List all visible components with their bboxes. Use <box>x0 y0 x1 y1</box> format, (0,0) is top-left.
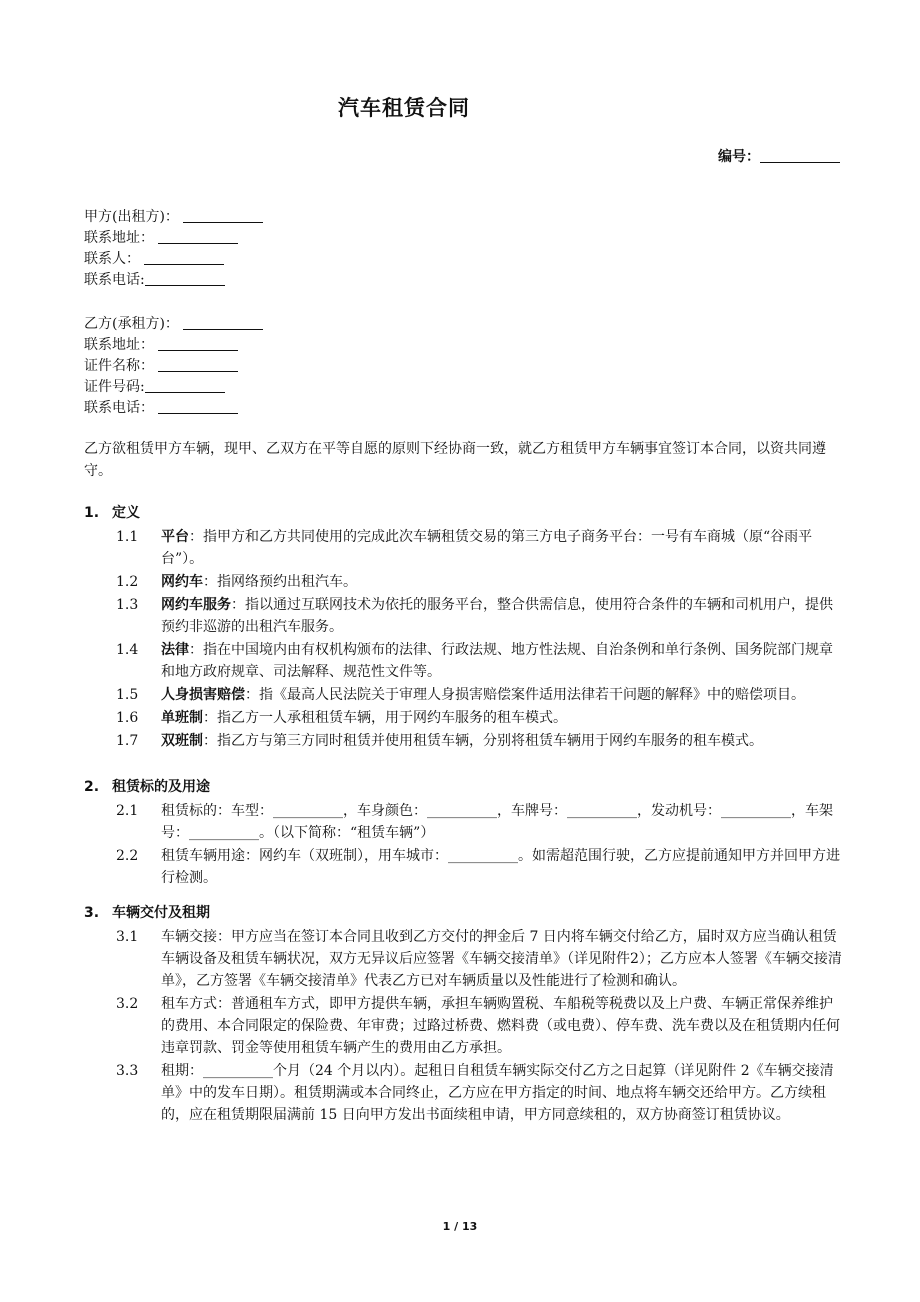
clause: 1.1 平台：指甲方和乙方共同使用的完成此次车辆租赁交易的第三方电子商务平台：一号有车商城（原“谷雨平台”）。 <box>116 529 813 567</box>
page-number: 1 / 13 <box>442 1220 478 1233</box>
clause: 3.3 租期：__________个月（24 个月以内）。起租日自租赁车辆实际交付乙方之日起算（详见附件 2《车辆交接清单》中的发车日期）。租赁期满或本合同终止，乙方应在甲方指定的时间、地点将车辆交还给甲方。乙方续租的，应在租赁期限届满前 15 日向甲方发出书面续租申请，甲方同意续租的，双方协商签订租赁协议。 <box>116 1063 834 1123</box>
party-a-line: 联系人： <box>84 249 263 270</box>
clause: 1.4 法律：指在中国境内由有权机构颁布的法律、行政法规、地方性法规、自治条例和单行条例、国务院部门规章和地方政府规章、司法解释、规范性文件等。 <box>116 642 833 680</box>
section-heading: 1. 定义 <box>84 505 140 521</box>
party-b-line: 乙方(承租方)： <box>84 314 263 335</box>
clause: 1.5 人身损害赔偿：指《最高人民法院关于审理人身损害赔偿案件适用法律若干问题的解释》中的赔偿项目。 <box>116 687 805 703</box>
section-heading: 3. 车辆交付及租期 <box>84 905 210 921</box>
contract-number-blank <box>760 148 840 163</box>
document-title: 汽车租赁合同 <box>338 96 470 120</box>
clause: 3.2 租车方式：普通租车方式，即甲方提供车辆，承担车辆购置税、车船税等税费以及上户费、车辆正常保养维护的费用、本合同限定的保险费、年审费；过路过桥费、燃料费（或电费）、停车费、洗车费以及在租赁期内任何违章罚款、罚金等使用租赁车辆产生的费用由乙方承担。 <box>116 996 840 1056</box>
party-b-block <box>84 314 263 419</box>
clause: 2.1 租赁标的：车型：__________，车身颜色：__________，车牌号：__________，发动机号：__________，车架号：__________。（以下简称：“租赁车辆”） <box>116 803 833 841</box>
clause: 1.3 网约车服务：指以通过互联网技术为依托的服务平台，整合供需信息，使用符合条件的车辆和司机用户，提供预约非巡游的出租汽车服务。 <box>116 597 833 635</box>
section-lease-subject <box>84 776 846 890</box>
clause: 3.1 车辆交接：甲方应当在签订本合同且收到乙方交付的押金后 7 日内将车辆交付给乙方，届时双方应当确认租赁车辆设备及租赁车辆状况，双方无异议后应签署《车辆交接清单》（详见附件2）；乙方应本人签署《车辆交接清单》，乙方签署《车辆交接清单》代表乙方已对车辆质量以及性能进行了检测和确认。 <box>116 929 842 989</box>
section-heading: 2. 租赁标的及用途 <box>84 779 210 795</box>
party-b-line: 联系地址： <box>84 335 263 356</box>
clause: 2.2 租赁车辆用途：网约车（双班制），用车城市：__________。如需超范围行驶，乙方应提前通知甲方并回甲方进行检测。 <box>116 848 840 886</box>
party-b-line: 联系电话： <box>84 398 263 419</box>
section-delivery-term <box>84 902 846 1127</box>
party-a-block <box>84 207 263 291</box>
party-a-line: 联系电话: <box>84 270 263 291</box>
contract-number <box>718 146 840 166</box>
party-a-line: 甲方(出租方)： <box>84 207 263 228</box>
clause: 1.6 单班制：指乙方一人承租租赁车辆，用于网约车服务的租车模式。 <box>116 710 567 726</box>
clause: 1.2 网约车：指网络预约出租汽车。 <box>116 574 357 590</box>
intro-paragraph: 乙方欲租赁甲方车辆，现甲、乙双方在平等自愿的原则下经协商一致，就乙方租赁甲方车辆事宜签订本合同，以资共同遵守。 <box>84 441 826 479</box>
contract-number-label: 编号： <box>718 149 760 165</box>
party-a-line: 联系地址： <box>84 228 263 249</box>
party-b-line: 证件名称： <box>84 356 263 377</box>
section-definitions <box>84 502 846 753</box>
party-b-line: 证件号码: <box>84 377 263 398</box>
clause: 1.7 双班制：指乙方与第三方同时租赁并使用租赁车辆，分别将租赁车辆用于网约车服务的租车模式。 <box>116 733 763 749</box>
